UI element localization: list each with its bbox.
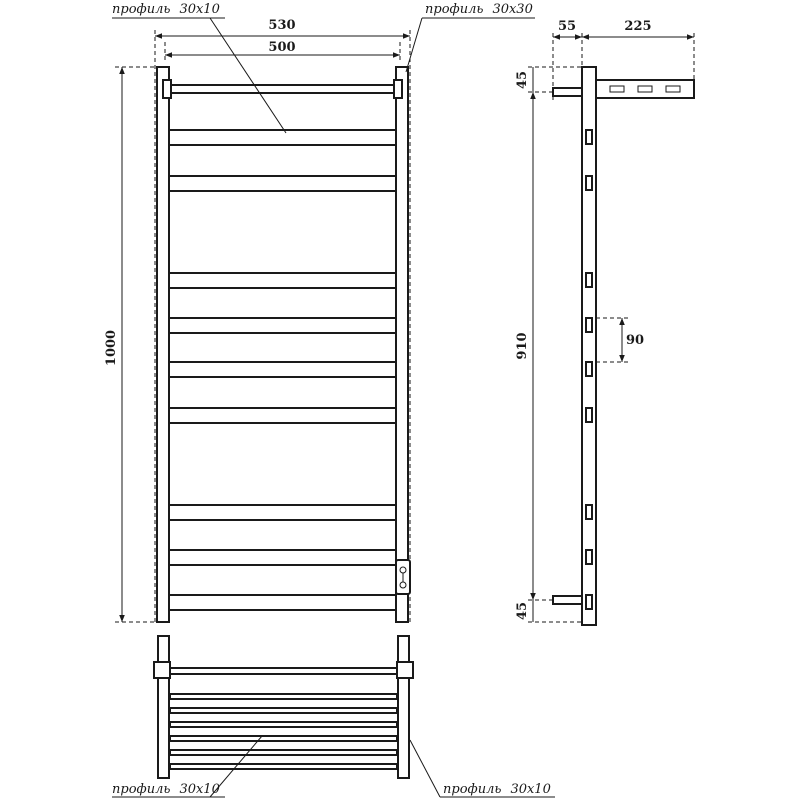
side-view [515,19,694,625]
depth-dimension [582,19,694,37]
profile-callout-top-right [406,2,535,72]
side-top-mount [553,88,582,96]
inner-width-label: 500 [268,40,296,55]
svg-text:профиль30x10 [112,2,220,17]
top-view [112,636,555,797]
top-view-right-bracket [397,662,413,678]
wall-offset-label: 55 [557,19,577,34]
profile-word: профиль [425,2,484,17]
rung [169,595,396,610]
top-offset-dimension [515,67,533,92]
side-rung-slot [586,408,592,422]
side-top-bracket [596,80,694,98]
top-view-rung-group [170,694,397,769]
top-offset-label: 45 [515,70,530,90]
top-view-rung [170,764,397,769]
rung [169,505,396,520]
heater-element [396,560,410,594]
profile-size: 30x10 [179,2,220,17]
rung [169,408,396,423]
profile-word: профиль [112,782,171,797]
side-post [582,67,596,625]
rung-group [169,130,396,610]
wall-offset-dimension [553,19,582,37]
top-view-rung [170,722,397,727]
top-view-rung [170,736,397,741]
side-rung-slot [586,505,592,519]
top-view-rung [170,694,397,699]
overall-width-label: 530 [268,18,296,33]
rung-gap-dimension [596,318,644,362]
side-rung-slot [586,273,592,287]
depth-label: 225 [624,19,652,34]
rung [169,550,396,565]
side-rung-slot [586,176,592,190]
profile-size: 30x10 [510,782,551,797]
mount-distance-dimension [515,92,533,600]
side-rung-slot [586,595,592,609]
bottom-offset-dimension [515,600,533,622]
top-view-right-post [398,636,409,778]
top-view-left-bracket [154,662,170,678]
profile-callout-bottom-right [410,740,555,797]
top-view-top-bar [170,668,397,674]
rung [169,318,396,333]
side-rung-slot [586,130,592,144]
profile-size: 30x10 [179,782,220,797]
height-dimension [104,67,157,622]
svg-text:профиль30x30 [425,2,533,17]
left-post [157,67,169,622]
top-view-rung [170,708,397,713]
rung [169,273,396,288]
mount-distance-label: 910 [515,332,530,360]
side-rung-slot [586,362,592,376]
rung [169,176,396,191]
top-bar [163,80,402,98]
inner-width-dimension [165,40,400,55]
right-post [396,67,408,622]
top-view-left-post [158,636,169,778]
height-label: 1000 [104,329,119,367]
rung [169,130,396,145]
svg-text:профиль30x10 [112,782,220,797]
rung [169,362,396,377]
rung-gap-label: 90 [626,333,645,348]
side-rung-slot [586,318,592,332]
side-bottom-mount [553,596,582,604]
side-rung-slot [586,550,592,564]
overall-width-dimension [155,18,410,36]
profile-word: профиль [112,2,171,17]
profile-word: профиль [443,782,502,797]
profile-size: 30x30 [492,2,533,17]
svg-text:профиль30x10 [443,782,551,797]
front-view [104,2,535,625]
bottom-offset-label: 45 [515,601,530,621]
top-view-rung [170,750,397,755]
